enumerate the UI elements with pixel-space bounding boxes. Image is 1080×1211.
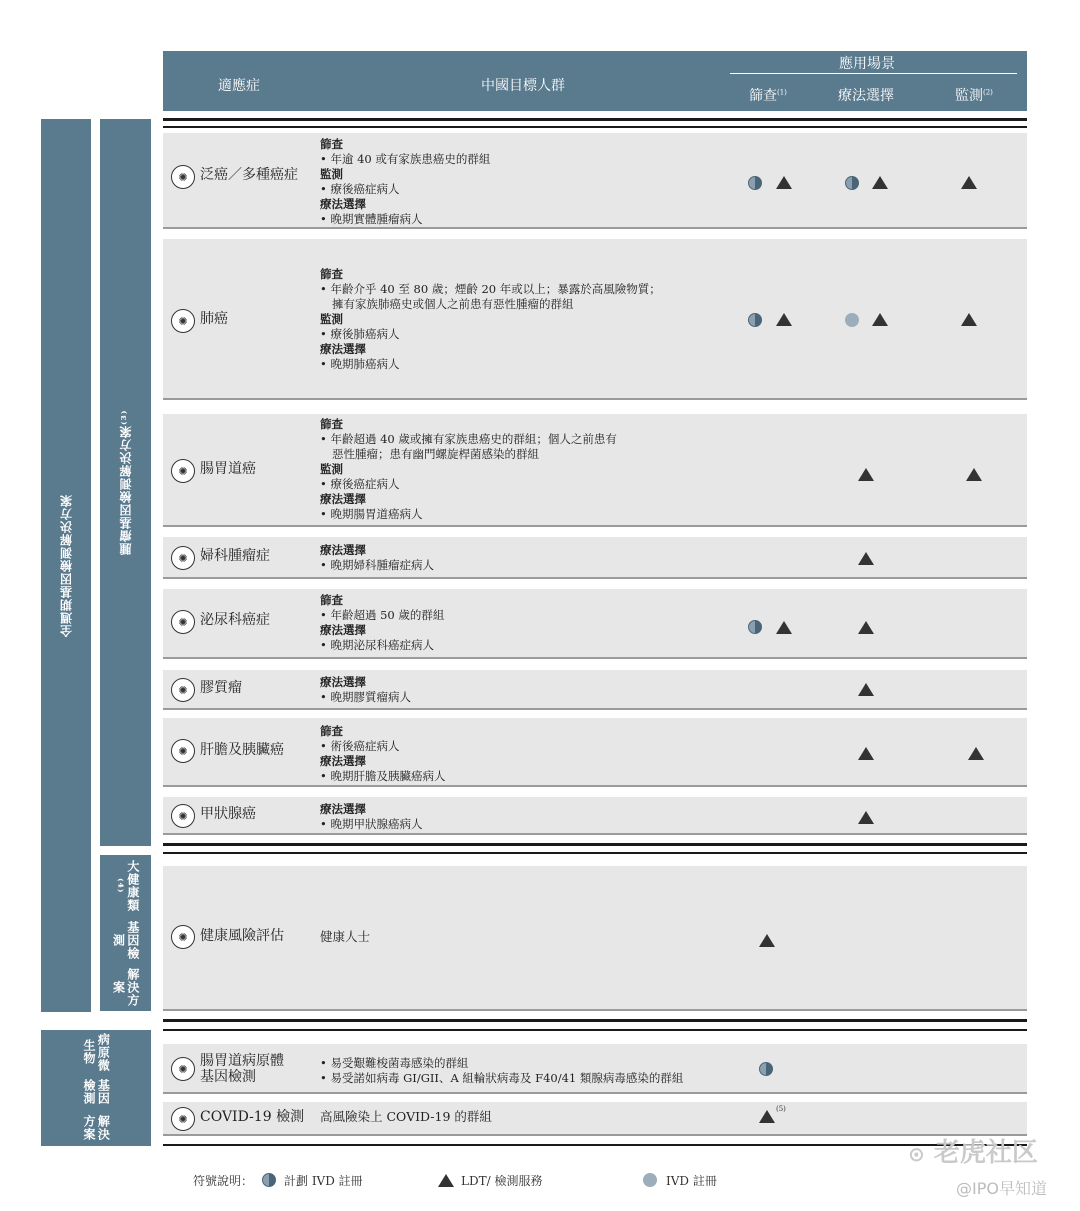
table-row bbox=[163, 797, 1027, 835]
header-therapy: 療法選擇 bbox=[838, 88, 894, 104]
ivd-circle-icon bbox=[845, 313, 859, 327]
table-header bbox=[163, 51, 1027, 111]
indication-name: 婦科腫瘤症 bbox=[200, 548, 270, 564]
uterus-icon: ✺ bbox=[171, 546, 195, 570]
table-row bbox=[163, 133, 1027, 229]
header-indication: 適應症 bbox=[218, 78, 260, 94]
pan-cancer-icon: ✺ bbox=[171, 165, 195, 189]
header-screening: 篩查$^{(1)}$ bbox=[749, 88, 787, 104]
table-row bbox=[163, 1044, 1027, 1094]
watermark-logo: ⊙ 老虎社区 bbox=[908, 1138, 1038, 1168]
ldt-triangle-icon bbox=[872, 313, 888, 326]
divider bbox=[163, 1029, 1027, 1031]
ldt-triangle-icon bbox=[961, 313, 977, 326]
ldt-triangle-icon bbox=[858, 621, 874, 634]
header-target: 中國目標人群 bbox=[481, 78, 565, 94]
brain-icon: ✺ bbox=[171, 678, 195, 702]
indication-name: 膠質瘤 bbox=[200, 680, 242, 696]
legend-prefix: 符號說明： bbox=[193, 1174, 254, 1188]
target-population: 高風險染上 COVID-19 的群組 bbox=[320, 1109, 492, 1124]
table-row bbox=[163, 239, 1027, 400]
ldt-triangle-icon bbox=[858, 552, 874, 565]
planned-ivd-icon bbox=[845, 176, 859, 190]
target-population: 篩查 • 年齡介乎 40 至 80 歲；煙齡 20 年或以上；暴露於高風險物質； 擁有家族肺癌史或個人之前患有惡性腫瘤的群組 監測 • 療後肺癌病人 療法選擇 • 晚期肺癌病人 bbox=[320, 267, 661, 371]
table-row bbox=[163, 589, 1027, 659]
target-population: 健康人士 bbox=[320, 929, 371, 944]
lung-icon: ✺ bbox=[171, 309, 195, 333]
ldt-triangle-icon bbox=[858, 683, 874, 696]
stomach-icon: ✺ bbox=[171, 459, 195, 483]
liver-icon: ✺ bbox=[171, 739, 195, 763]
band-full-cycle: 全週期基因檢測解決方案 bbox=[41, 119, 91, 1012]
target-population: 篩查 • 年齡超過 50 歲的群組 療法選擇 • 晚期泌尿科癌症病人 bbox=[320, 593, 445, 652]
ldt-triangle-icon bbox=[872, 176, 888, 189]
target-population: 篩查 • 術後癌症病人 療法選擇 • 晚期肝膽及胰臟癌病人 bbox=[320, 724, 446, 783]
target-population: 療法選擇 • 晚期婦科腫瘤症病人 bbox=[320, 543, 434, 572]
header-divider bbox=[730, 73, 1017, 74]
indication-name: 腸胃道病原體 基因檢測 bbox=[200, 1053, 284, 1085]
table-row bbox=[163, 718, 1027, 787]
ldt-triangle-icon bbox=[961, 176, 977, 189]
target-population: • 易受艱難梭菌毒感染的群組 • 易受諾如病毒 GI/GII、A 組輪狀病毒及 F40/41 類腺病毒感染的群組 bbox=[320, 1056, 684, 1085]
indication-name: 腸胃道癌 bbox=[200, 461, 256, 477]
band-tumor: 腫瘤基因檢測解決方案⁽³⁾ bbox=[100, 119, 151, 846]
health-icon: ✺ bbox=[171, 925, 195, 949]
table-row bbox=[163, 414, 1027, 527]
table-row bbox=[163, 866, 1027, 1011]
band-health: 大健康類⁽⁴⁾ 基因檢測 解決方案 bbox=[100, 855, 151, 1011]
ivd-circle-icon bbox=[643, 1173, 657, 1187]
planned-ivd-icon bbox=[759, 1062, 773, 1076]
legend-ldt: LDT/ 檢測服務 bbox=[461, 1174, 543, 1188]
ldt-triangle-icon bbox=[776, 176, 792, 189]
indication-name: COVID-19 檢測 bbox=[200, 1109, 305, 1125]
divider bbox=[163, 1019, 1027, 1022]
band-pathogen: 病原微生物 基因檢測 解決方案 bbox=[41, 1030, 151, 1146]
planned-ivd-icon bbox=[748, 620, 762, 634]
ldt-triangle-icon bbox=[858, 811, 874, 824]
indication-name: 肺癌 bbox=[200, 311, 228, 327]
divider bbox=[163, 118, 1027, 121]
divider bbox=[163, 843, 1027, 846]
indication-name: 健康風險評估 bbox=[200, 928, 284, 944]
target-population: 篩查 • 年齡超過 40 歲或擁有家族患癌史的群組；個人之前患有 惡性腫瘤；患有幽門螺旋桿菌感染的群組 監測 • 療後癌症病人 療法選擇 • 晚期腸胃道癌病人 bbox=[320, 417, 617, 521]
indication-name: 泛癌／多種癌症 bbox=[200, 167, 298, 183]
ldt-triangle-icon bbox=[759, 934, 775, 947]
virus-icon: ✺ bbox=[171, 1107, 195, 1131]
planned-ivd-icon bbox=[748, 313, 762, 327]
legend-planned: 計劃 IVD 註冊 bbox=[284, 1174, 363, 1188]
planned-ivd-icon bbox=[748, 176, 762, 190]
header-scenarios: 應用場景 bbox=[839, 56, 895, 72]
ldt-triangle-icon bbox=[776, 313, 792, 326]
kidney-icon: ✺ bbox=[171, 610, 195, 634]
ldt-triangle-icon bbox=[858, 468, 874, 481]
bacteria-icon: ✺ bbox=[171, 1057, 195, 1081]
header-monitoring: 監測$^{(2)}$ bbox=[955, 88, 993, 104]
legend-ivd: IVD 註冊 bbox=[666, 1174, 717, 1188]
divider bbox=[163, 126, 1027, 128]
indication-name: 甲狀腺癌 bbox=[200, 806, 256, 822]
covid-footnote: (5) bbox=[776, 1105, 786, 1113]
table-row bbox=[163, 670, 1027, 710]
ldt-triangle-icon bbox=[776, 621, 792, 634]
ldt-triangle-icon bbox=[858, 747, 874, 760]
target-population: 篩查 • 年逾 40 或有家族患癌史的群組 監測 • 療後癌症病人 療法選擇 • 晚期實體腫瘤病人 bbox=[320, 137, 491, 226]
table-row bbox=[163, 1102, 1027, 1136]
target-population: 療法選擇 • 晚期甲狀腺癌病人 bbox=[320, 802, 423, 831]
ldt-triangle-icon bbox=[438, 1174, 454, 1187]
indication-name: 泌尿科癌症 bbox=[200, 612, 270, 628]
divider bbox=[163, 852, 1027, 854]
planned-ivd-icon bbox=[262, 1173, 276, 1187]
ldt-triangle-icon bbox=[968, 747, 984, 760]
divider bbox=[163, 1144, 1027, 1146]
indication-name: 肝膽及胰臟癌 bbox=[200, 742, 284, 758]
ldt-triangle-icon bbox=[966, 468, 982, 481]
watermark-account: @IPO早知道 bbox=[956, 1179, 1047, 1198]
target-population: 療法選擇 • 晚期膠質瘤病人 bbox=[320, 675, 411, 704]
ldt-triangle-icon bbox=[759, 1110, 775, 1123]
table-row bbox=[163, 537, 1027, 579]
thyroid-icon: ✺ bbox=[171, 804, 195, 828]
